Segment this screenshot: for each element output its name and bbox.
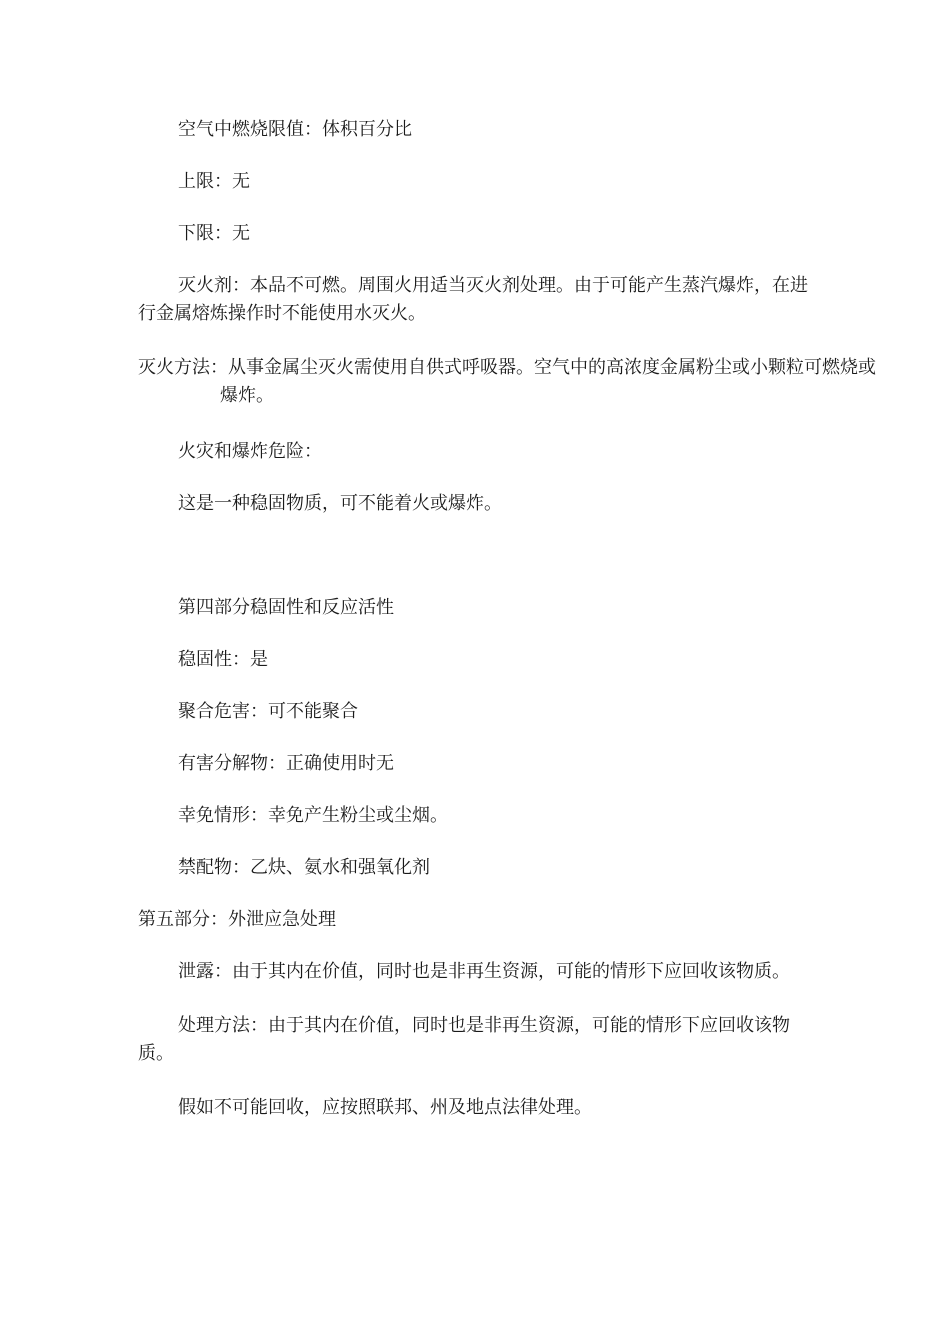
avoid-conditions-line: 幸免情形：幸免产生粉尘或尘烟。 [178,805,448,826]
extinguishing-agent-paragraph: 灭火剂：本品不可燃。周围火用适当灭火剂处理。由于可能产生蒸汽爆炸，在进行金属熔炼操作时不能使用水灭火。 [138,275,808,324]
stability-line: 稳固性：是 [178,649,268,670]
section-five-heading: 第五部分：外泄应急处理 [138,909,336,930]
decomposition-line: 有害分解物：正确使用时无 [178,753,394,774]
combustion-limit-line: 空气中燃烧限值：体积百分比 [178,119,412,140]
fire-hazard-heading: 火灾和爆炸危险： [178,441,322,462]
upper-limit-line: 上限：无 [178,171,250,192]
disposal-law-line: 假如不可能回收，应按照联邦、州及地点法律处理。 [178,1097,592,1118]
polymerization-line: 聚合危害：可不能聚合 [178,701,358,722]
lower-limit-line: 下限：无 [178,223,250,244]
extinguishing-method-paragraph: 灭火方法：从事金属尘灭火需使用自供式呼吸器。空气中的高浓度金属粉尘或小颗粒可燃烧或爆炸。 [138,357,876,406]
disposal-method-paragraph: 处理方法：由于其内在价值，同时也是非再生资源，可能的情形下应回收该物质。 [138,1015,790,1064]
section-four-heading: 第四部分稳固性和反应活性 [178,597,394,618]
fire-hazard-text: 这是一种稳固物质，可不能着火或爆炸。 [178,493,502,514]
incompatible-materials-line: 禁配物：乙炔、氨水和强氧化剂 [178,857,430,878]
leak-line: 泄露：由于其内在价值，同时也是非再生资源，可能的情形下应回收该物质。 [178,961,790,982]
